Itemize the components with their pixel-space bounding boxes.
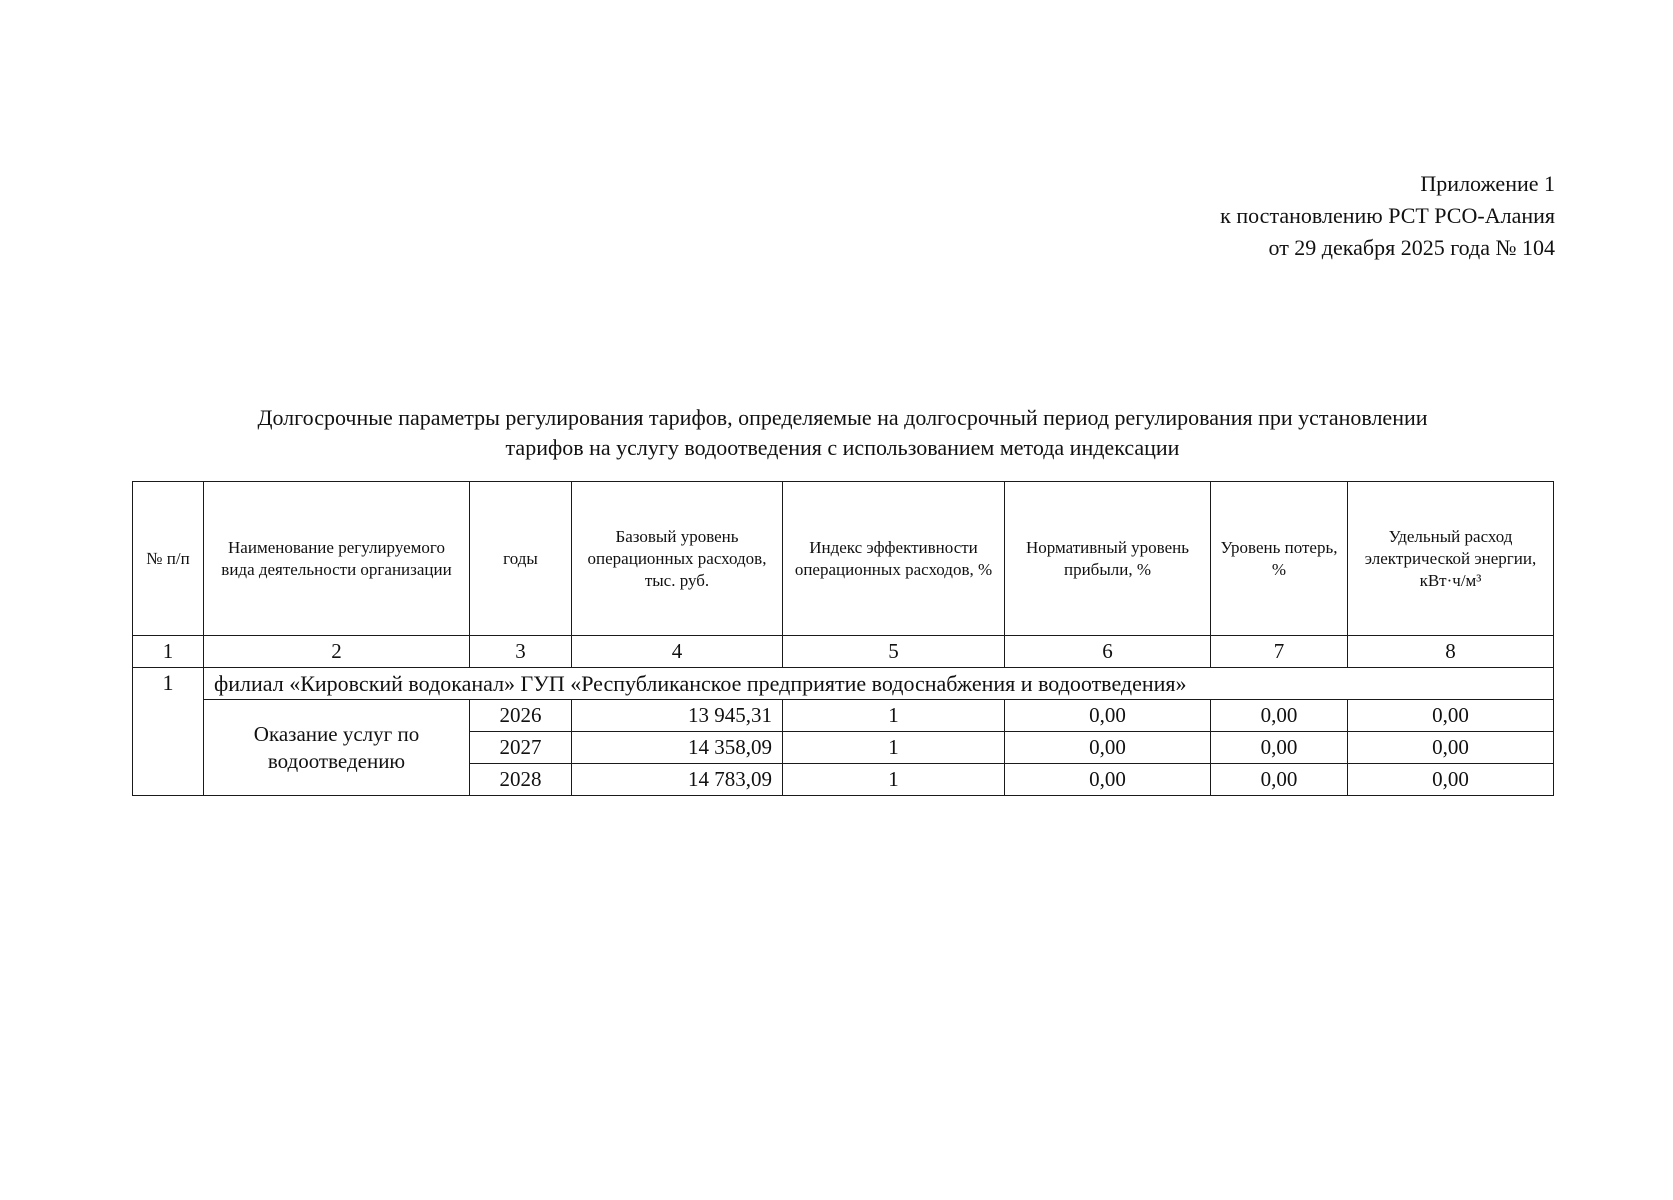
column-number-row <box>133 636 1554 668</box>
loss-level-cell: 0,00 <box>1211 700 1348 732</box>
energy-use-cell: 0,00 <box>1348 764 1554 796</box>
header-cell: Удельный расход электрической энергии, кВт·ч/м³ <box>1348 482 1554 636</box>
appendix-block <box>1220 168 1555 264</box>
year-cell: 2028 <box>470 764 572 796</box>
organization-row <box>133 668 1554 700</box>
appendix-line-1: Приложение 1 <box>1420 171 1555 196</box>
loss-level-cell: 0,00 <box>1211 764 1348 796</box>
column-number: 1 <box>133 636 204 668</box>
column-number: 6 <box>1005 636 1211 668</box>
year-cell: 2027 <box>470 732 572 764</box>
efficiency-index-cell: 1 <box>783 700 1005 732</box>
base-opex-cell: 14 358,09 <box>572 732 783 764</box>
header-cell: Индекс эффективности операционных расходов, % <box>783 482 1005 636</box>
appendix-line-2: к постановлению РСТ РСО-Алания <box>1220 203 1555 228</box>
energy-use-cell: 0,00 <box>1348 700 1554 732</box>
organization-name: филиал «Кировский водоканал» ГУП «Республиканское предприятие водоснабжения и водоотведения» <box>204 668 1554 700</box>
base-opex-cell: 13 945,31 <box>572 700 783 732</box>
year-cell: 2026 <box>470 700 572 732</box>
column-number: 4 <box>572 636 783 668</box>
efficiency-index-cell: 1 <box>783 732 1005 764</box>
base-opex-cell: 14 783,09 <box>572 764 783 796</box>
appendix-line-3: от 29 декабря 2025 года № 104 <box>1268 235 1555 260</box>
profit-level-cell: 0,00 <box>1005 700 1211 732</box>
column-number: 3 <box>470 636 572 668</box>
service-name: Оказание услуг по водоотведению <box>204 700 470 796</box>
column-number: 5 <box>783 636 1005 668</box>
tariff-parameters-table <box>132 481 1554 796</box>
title-line-1: Долгосрочные параметры регулирования тарифов, определяемые на долгосрочный период регулирования при установлении <box>257 405 1428 430</box>
header-cell: Базовый уровень операционных расходов, тыс. руб. <box>572 482 783 636</box>
header-cell: Наименование регулируемого вида деятельности организации <box>204 482 470 636</box>
document-title <box>130 403 1555 463</box>
header-cell: Уровень потерь, % <box>1211 482 1348 636</box>
header-cell: Нормативный уровень прибыли, % <box>1005 482 1211 636</box>
profit-level-cell: 0,00 <box>1005 732 1211 764</box>
row-number: 1 <box>133 668 204 796</box>
header-cell: годы <box>470 482 572 636</box>
title-line-2: тарифов на услугу водоотведения с использованием метода индексации <box>505 435 1180 460</box>
column-number: 7 <box>1211 636 1348 668</box>
column-number: 2 <box>204 636 470 668</box>
profit-level-cell: 0,00 <box>1005 764 1211 796</box>
table-row <box>133 700 1554 732</box>
energy-use-cell: 0,00 <box>1348 732 1554 764</box>
loss-level-cell: 0,00 <box>1211 732 1348 764</box>
header-cell: № п/п <box>133 482 204 636</box>
header-row <box>133 482 1554 636</box>
efficiency-index-cell: 1 <box>783 764 1005 796</box>
column-number: 8 <box>1348 636 1554 668</box>
